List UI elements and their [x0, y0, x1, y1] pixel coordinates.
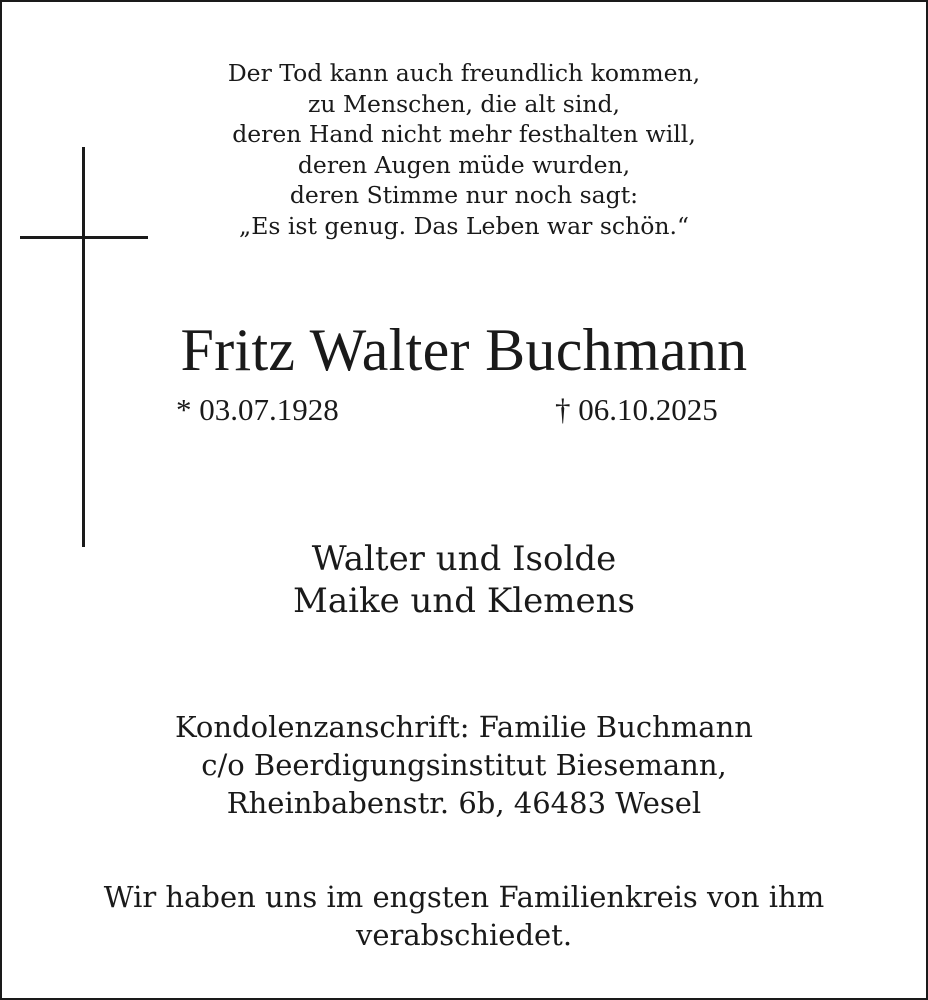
address-line: Rheinbabenstr. 6b, 46483 Wesel: [226, 786, 702, 820]
death-date: † 06.10.2025: [555, 392, 718, 427]
poem-line: deren Augen müde wurden,: [297, 150, 631, 179]
closing-line: verabschiedet.: [355, 918, 573, 952]
address-line: c/o Beerdigungsinstitut Biesemann,: [201, 748, 727, 782]
mourner-line: Walter und Isolde: [311, 539, 617, 579]
memorial-poem: [2, 58, 926, 241]
poem-line: „Es ist genug. Das Leben war schön.“: [239, 211, 689, 240]
address-line: Kondolenzanschrift: Familie Buchmann: [175, 710, 753, 744]
poem-line: deren Hand nicht mehr festhalten will,: [232, 120, 696, 148]
mourners-list: [2, 538, 926, 622]
closing-statement: [2, 878, 926, 954]
poem-line: zu Menschen, die alt sind,: [307, 89, 621, 118]
birth-date: * 03.07.1928: [176, 392, 339, 427]
deceased-name: Fritz Walter Buchmann: [180, 317, 748, 383]
condolence-address: [2, 708, 926, 822]
poem-line: deren Stimme nur noch sagt:: [289, 181, 639, 209]
closing-line: Wir haben uns im engsten Familienkreis von ihm: [103, 880, 825, 914]
mourner-line: Maike und Klemens: [293, 581, 635, 621]
poem-line: Der Tod kann auch freundlich kommen,: [227, 59, 701, 87]
